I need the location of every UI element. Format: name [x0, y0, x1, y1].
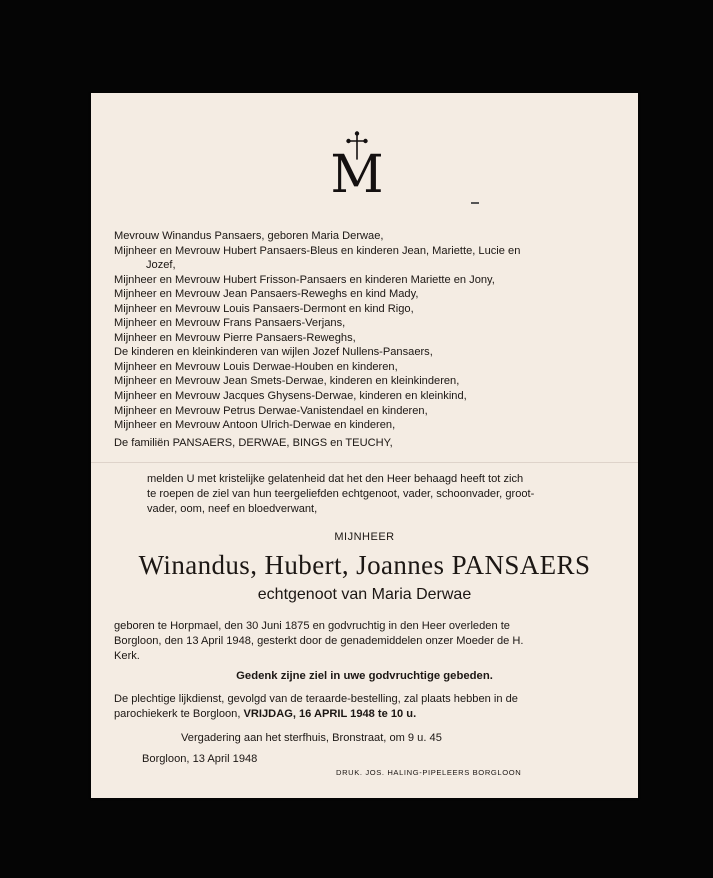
service-line	[114, 707, 624, 722]
ink-mark	[471, 202, 479, 204]
family-line: Mijnheer en Mevrouw Pierre Pansaers-Reweghs,	[114, 331, 356, 344]
printer-credit: DRUK. JOS. HALING-PIPELEERS BORGLOON	[336, 768, 522, 777]
meeting-notice: Vergadering aan het sterfhuis, Bronstraat, om 9 u. 45	[181, 732, 442, 744]
prayer-request: Gedenk zijne ziel in uwe godvruchtige gebeden.	[236, 670, 493, 682]
family-list	[114, 229, 634, 450]
birth-death-paragraph	[114, 619, 619, 664]
birth-line: Kerk.	[114, 650, 140, 662]
service-location: parochiekerk te Borgloon,	[114, 708, 244, 720]
family-line: Mijnheer en Mevrouw Petrus Derwae-Vanistendael en kinderen,	[114, 404, 428, 417]
family-line: Mijnheer en Mevrouw Louis Pansaers-Dermont en kind Rigo,	[114, 302, 414, 315]
deceased-name: Winandus, Hubert, Joannes PANSAERS	[138, 550, 591, 580]
family-line: Mijnheer en Mevrouw Frans Pansaers-Verjans,	[114, 317, 346, 330]
family-line: Mijnheer en Mevrouw Jacques Ghysens-Derwae, kinderen en kleinkind,	[114, 390, 467, 403]
announcement-line: te roepen de ziel van hun teergeliefden echtgenoot, vader, schoonvader, groot-	[147, 488, 535, 500]
family-line: De kinderen en kleinkinderen van wijlen Jozef Nullens-Pansaers,	[114, 346, 433, 359]
family-line: Mijnheer en Mevrouw Hubert Pansaers-Bleus en kinderen Jean, Mariette, Lucie en	[114, 244, 521, 257]
place-date: Borgloon, 13 April 1948	[142, 753, 258, 765]
service-date-time: VRIJDAG, 16 APRIL 1948 te 10 u.	[243, 708, 417, 720]
family-line: Mijnheer en Mevrouw Jean Pansaers-Reweghs en kind Mady,	[114, 288, 419, 301]
family-line: Mevrouw Winandus Pansaers, geboren Maria Derwae,	[114, 230, 384, 242]
announcement-paragraph	[147, 472, 621, 517]
family-line: Mijnheer en Mevrouw Jean Smets-Derwae, kinderen en kleinkinderen,	[114, 375, 460, 388]
family-line: Mijnheer en Mevrouw Antoon Ulrich-Derwae en kinderen,	[114, 419, 396, 432]
family-line: Mijnheer en Mevrouw Hubert Frisson-Pansaers en kinderen Mariette en Jony,	[114, 273, 495, 286]
spouse-line: echtgenoot van Maria Derwae	[257, 586, 472, 603]
announcement-line: melden U met kristelijke gelatenheid dat het den Heer behaagd heeft tot zich	[147, 473, 524, 485]
funeral-service-paragraph	[114, 692, 624, 722]
salutation: MIJNHEER	[334, 531, 395, 543]
cross-monogram-emblem	[324, 131, 390, 205]
family-line: Mijnheer en Mevrouw Louis Derwae-Houben en kinderen,	[114, 360, 398, 373]
birth-line: geboren te Horpmael, den 30 Juni 1875 en godvruchtig in den Heer overleden te	[114, 620, 510, 632]
announcement-line: vader, oom, neef en bloedverwant,	[147, 503, 318, 515]
service-line: De plechtige lijkdienst, gevolgd van de teraarde-bestelling, zal plaats hebben in de	[114, 693, 518, 705]
birth-line: Borgloon, den 13 April 1948, gesterkt door de genademiddelen onzer Moeder de H.	[114, 635, 524, 647]
monogram-letter: M	[330, 145, 384, 205]
paper-fold-crease	[91, 462, 638, 463]
family-line: De familiën PANSAERS, DERWAE, BINGS en TEUCHY,	[114, 436, 393, 449]
obituary-card	[91, 93, 638, 798]
family-line: Jozef,	[146, 259, 176, 272]
